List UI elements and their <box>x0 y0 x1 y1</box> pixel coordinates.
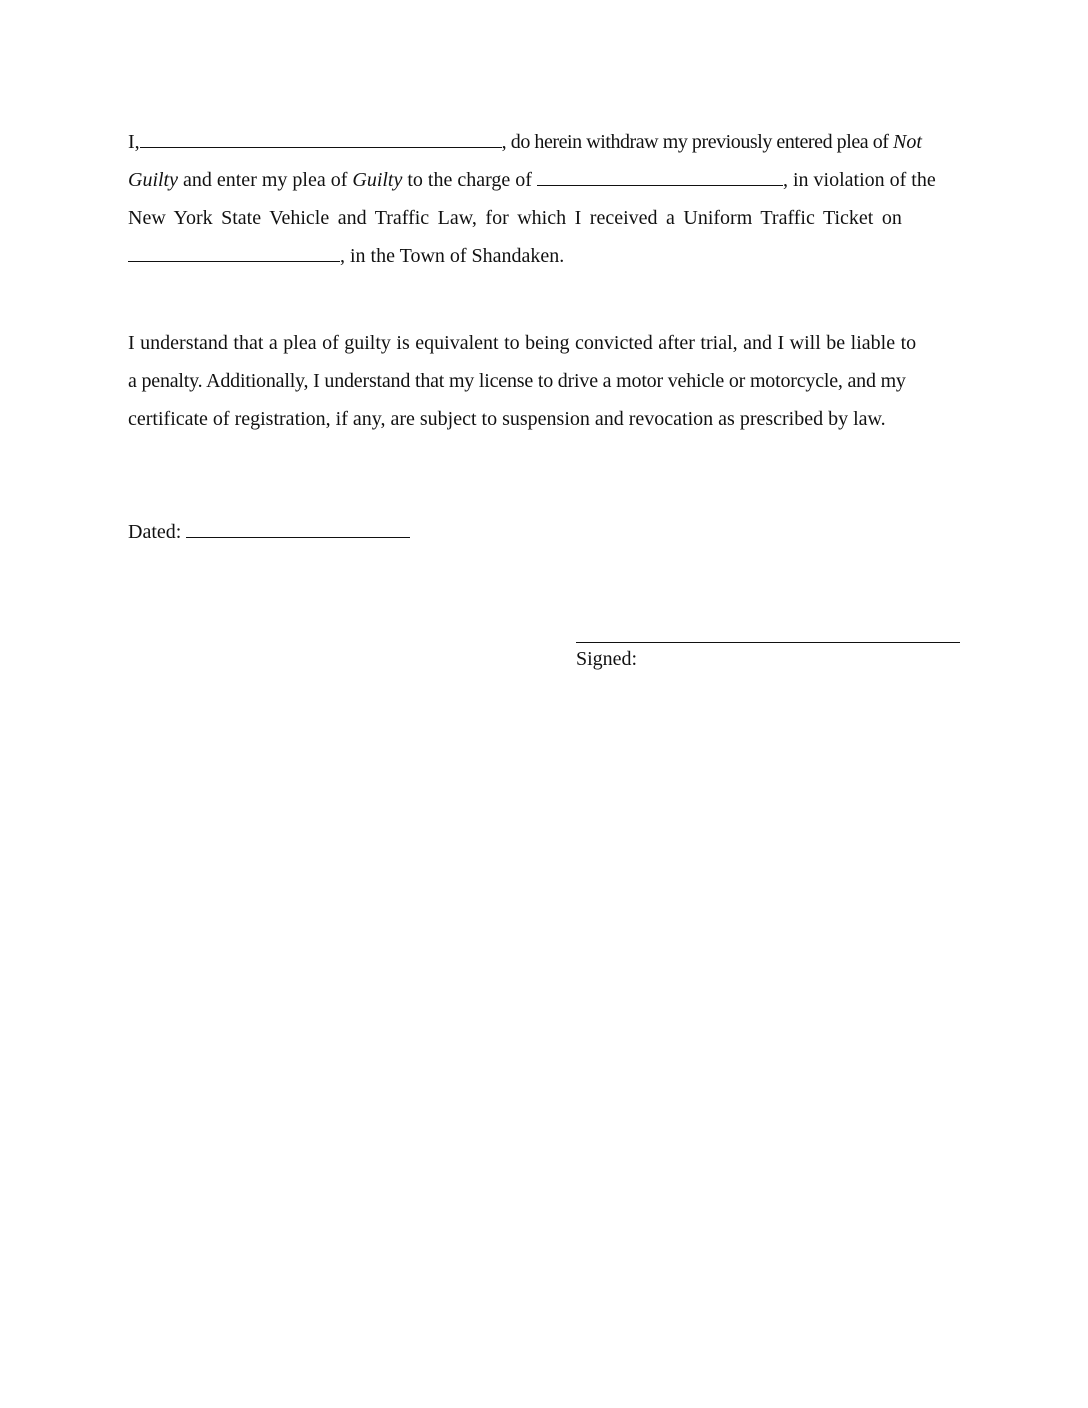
guilty-italic: Guilty <box>352 169 403 191</box>
not-guilty-italic-part1: Not <box>893 131 922 153</box>
plea-line-1 <box>128 123 960 161</box>
dated-field <box>128 513 410 551</box>
signed-label: Signed: <box>576 648 638 670</box>
understanding-line-1 <box>128 324 960 362</box>
plea-line-2 <box>128 161 960 199</box>
understanding-line-3 <box>128 400 960 438</box>
charge-blank[interactable] <box>537 165 783 186</box>
understanding-text-3: certificate of registration, if any, are subject to suspension and revocation as prescribed by law. <box>128 408 886 430</box>
ticket-date-blank[interactable] <box>128 241 340 262</box>
plea-enter-text: and enter my plea of <box>178 169 353 191</box>
violation-text: , in violation of the <box>782 169 936 191</box>
understanding-text-1: I understand that a plea of guilty is equivalent to being convicted after trial, and I will be liable to <box>128 332 917 354</box>
dated-label: Dated: <box>128 521 182 543</box>
understanding-paragraph <box>128 324 960 438</box>
plea-intro: I, <box>128 131 140 153</box>
plea-line-3 <box>128 199 960 237</box>
plea-withdraw-text: , do herein withdraw my previously entered plea of <box>501 131 894 153</box>
traffic-law-text: New York State Vehicle and Traffic Law, for which I received a Uniform Traffic Ticket on <box>128 207 902 229</box>
plea-paragraph <box>128 123 960 275</box>
town-text: , in the Town of Shandaken. <box>340 245 565 267</box>
understanding-text-2: a penalty. Additionally, I understand that my license to drive a motor vehicle or motorcycle, and my <box>128 370 906 392</box>
understanding-line-2 <box>128 362 960 400</box>
dated-blank[interactable] <box>186 517 410 538</box>
not-guilty-italic-part2: Guilty <box>128 169 178 191</box>
plea-line-4 <box>128 237 960 275</box>
defendant-name-blank[interactable] <box>140 127 502 148</box>
charge-text: to the charge of <box>402 169 537 191</box>
